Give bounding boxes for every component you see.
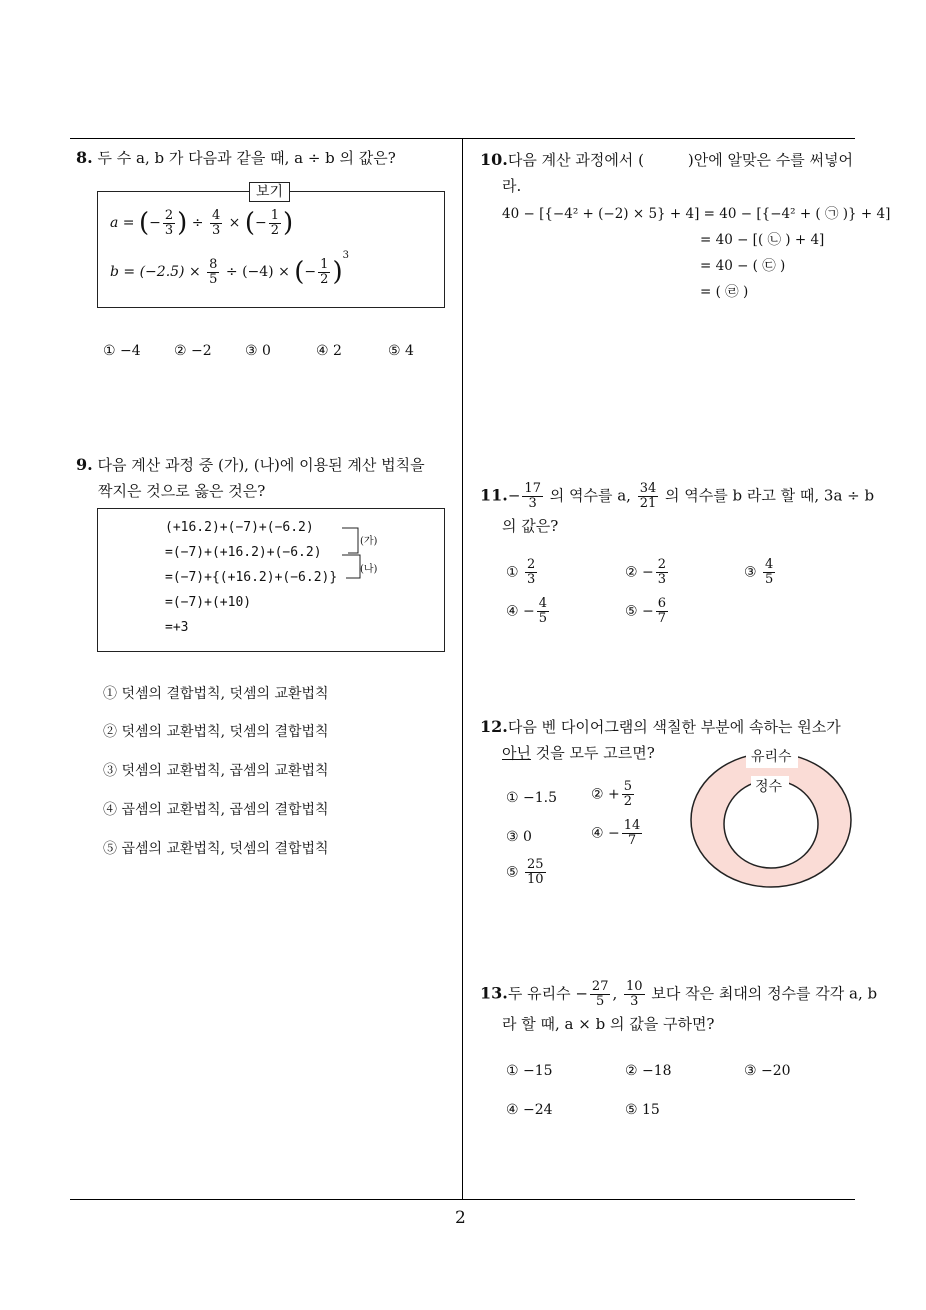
- q9-step-4: =(−7)+(+10): [165, 595, 252, 610]
- fraction-17-3: $\frac{17}{3}$: [524, 481, 541, 511]
- venn-inner-label: 정수: [755, 779, 783, 795]
- q9-option-3[interactable]: ③ 덧셈의 교환법칙, 곱셈의 교환법칙: [103, 763, 329, 779]
- q11-option-1[interactable]: ① $\frac{2}{3}$: [506, 557, 536, 587]
- q9-brackets: [340, 520, 370, 590]
- q8-option-3[interactable]: ③ 0: [245, 343, 271, 359]
- question-10-text-1a: 다음 계산 과정에서 (: [507, 151, 644, 169]
- question-13-text-start: 두 유리수 −: [507, 984, 588, 1003]
- q10-line-1: 40 − [{−4² + (−2) × 5} + 4] = 40 − [{−4² + ( ㉠ )} + 4]: [502, 206, 891, 222]
- question-12: [480, 715, 841, 739]
- q11-option-2[interactable]: ② − $\frac{2}{3}$: [625, 557, 667, 587]
- question-10: [480, 148, 853, 172]
- q13-option-1[interactable]: ① −15: [506, 1063, 553, 1079]
- question-13: 13.두 유리수 − $\frac{27}{5}$ , $\frac{10}{3}$ 보다 작은 최대의 정수를 각각 a, b: [480, 979, 878, 1009]
- question-10-number: 10.: [480, 150, 508, 169]
- question-11-number: 11.: [480, 485, 508, 505]
- q9-option-1[interactable]: ① 덧셈의 결합법칙, 덧셈의 교환법칙: [103, 686, 329, 702]
- q11-option-3[interactable]: ③ $\frac{4}{5}$: [744, 557, 774, 587]
- q8-line-a-prefix: a =: [110, 215, 139, 231]
- fraction-10-3: $\frac{10}{3}$: [626, 979, 643, 1009]
- question-8-text: 두 수 a, b 가 다음과 같을 때, a ÷ b 의 값은?: [97, 149, 396, 167]
- q8-option-1[interactable]: ① −4: [103, 343, 141, 359]
- q10-line-4: = ( ㉣ ): [700, 284, 749, 300]
- q12-option-1[interactable]: ① −1.5: [506, 790, 557, 806]
- question-12-text-2: [502, 741, 655, 765]
- q9-step-3: =(−7)+{(+16.2)+(−6.2)}: [165, 570, 338, 585]
- question-9-text-1: 다음 계산 과정 중 (가), (나)에 이용된 계산 법칙을: [97, 456, 425, 474]
- question-9: [76, 453, 425, 477]
- q9-step-5: =+3: [165, 620, 189, 635]
- venn-outer-label: 유리수: [751, 749, 792, 765]
- question-13-number: 13.: [480, 983, 508, 1003]
- question-11: 11.− $\frac{17}{3}$ 의 역수를 a, $\frac{34}{21}$ 의 역수를 b 라고 할 때, 3a ÷ b: [480, 481, 875, 511]
- question-12-underline-word: 아닌: [502, 744, 531, 762]
- fraction-4-3: $\frac{4}{3}$: [211, 207, 221, 238]
- q9-step-2: =(−7)+(+16.2)+(−6.2): [165, 545, 322, 560]
- q9-label-ga: (가): [360, 536, 378, 547]
- question-13-text-mid: 보다 작은 최대의 정수를 각각 a, b: [646, 984, 878, 1003]
- fraction-27-5: $\frac{27}{5}$: [591, 979, 609, 1009]
- fraction-34-21: $\frac{34}{21}$: [639, 481, 657, 511]
- fraction-8-5: $\frac{8}{5}$: [209, 256, 218, 287]
- q13-option-4[interactable]: ④ −24: [506, 1102, 553, 1118]
- q13-option-3[interactable]: ③ −20: [744, 1063, 791, 1079]
- q8-line-b: b = (−2.5) × $\frac{8}{5}$ ÷ (−4) × (− $\frac{1}{2}$ )$^3$: [110, 250, 349, 287]
- q10-line-2: = 40 − [( ㉡ ) + 4]: [700, 232, 825, 248]
- q8-line-a: a = (− $\frac{2}{3}$ ) ÷ $\frac{4}{3}$ × (− $\frac{1}{2}$ ): [110, 207, 294, 238]
- q12-option-5[interactable]: ⑤ $\frac{25}{10}$: [506, 857, 544, 887]
- question-12-number: 12.: [480, 717, 508, 736]
- q13-option-5[interactable]: ⑤ 15: [625, 1102, 660, 1118]
- question-10-text-1b: )안에 알맞은 수를 써넣어: [687, 151, 853, 169]
- page-number: 2: [455, 1208, 466, 1228]
- q11-option-5[interactable]: ⑤ − $\frac{6}{7}$: [625, 596, 667, 626]
- question-11-text-mid: 의 역수를 a,: [544, 486, 636, 505]
- question-10-text-2: 라.: [502, 177, 522, 195]
- question-9-text-2: 짝지은 것으로 옳은 것은?: [98, 482, 266, 500]
- q13-option-2[interactable]: ② −18: [625, 1063, 672, 1079]
- question-8: [76, 146, 396, 170]
- q8-option-5[interactable]: ⑤ 4: [388, 343, 414, 359]
- q9-option-5[interactable]: ⑤ 곱셈의 교환법칙, 덧셈의 결합법칙: [103, 841, 329, 857]
- q12-option-3[interactable]: ③ 0: [506, 829, 532, 845]
- q12-option-4[interactable]: ④ − $\frac{14}{7}$: [591, 818, 641, 848]
- question-9-number: 9.: [76, 455, 93, 474]
- exponent-3: 3: [342, 250, 349, 261]
- fraction-1-2b: $\frac{1}{2}$: [320, 256, 329, 287]
- q10-line-3: = 40 − ( ㉢ ): [700, 258, 786, 274]
- q9-label-na: (나): [360, 564, 378, 575]
- question-12-text-2-rest: 것을 모두 고르면?: [530, 744, 655, 762]
- question-11-text-end: 의 역수를 b 라고 할 때, 3a ÷ b: [660, 486, 875, 505]
- q9-option-2[interactable]: ② 덧셈의 교환법칙, 덧셈의 결합법칙: [103, 724, 329, 740]
- question-8-number: 8.: [76, 148, 93, 167]
- question-13-text-2: 라 할 때, a × b 의 값을 구하면?: [502, 1015, 715, 1033]
- q11-option-4[interactable]: ④ − $\frac{4}{5}$: [506, 596, 548, 626]
- venn-diagram: [690, 752, 854, 890]
- q9-step-1: (+16.2)+(−7)+(−6.2): [165, 520, 314, 535]
- q8-box-label: 보기: [249, 182, 290, 202]
- q8-line-b-prefix: b = (−2.5) ×: [110, 264, 206, 280]
- fraction-2-3: $\frac{2}{3}$: [164, 207, 174, 238]
- column-divider: [462, 138, 463, 1200]
- question-12-text-1: 다음 벤 다이어그램의 색칠한 부분에 속하는 원소가: [507, 718, 841, 736]
- q9-option-4[interactable]: ④ 곱셈의 교환법칙, 곱셈의 결합법칙: [103, 802, 329, 818]
- question-11-text-2: 의 값은?: [502, 517, 559, 535]
- q12-option-2[interactable]: ② + $\frac{5}{2}$: [591, 779, 633, 809]
- q8-option-2[interactable]: ② −2: [174, 343, 212, 359]
- fraction-1-2: $\frac{1}{2}$: [270, 207, 280, 238]
- q8-option-4[interactable]: ④ 2: [316, 343, 342, 359]
